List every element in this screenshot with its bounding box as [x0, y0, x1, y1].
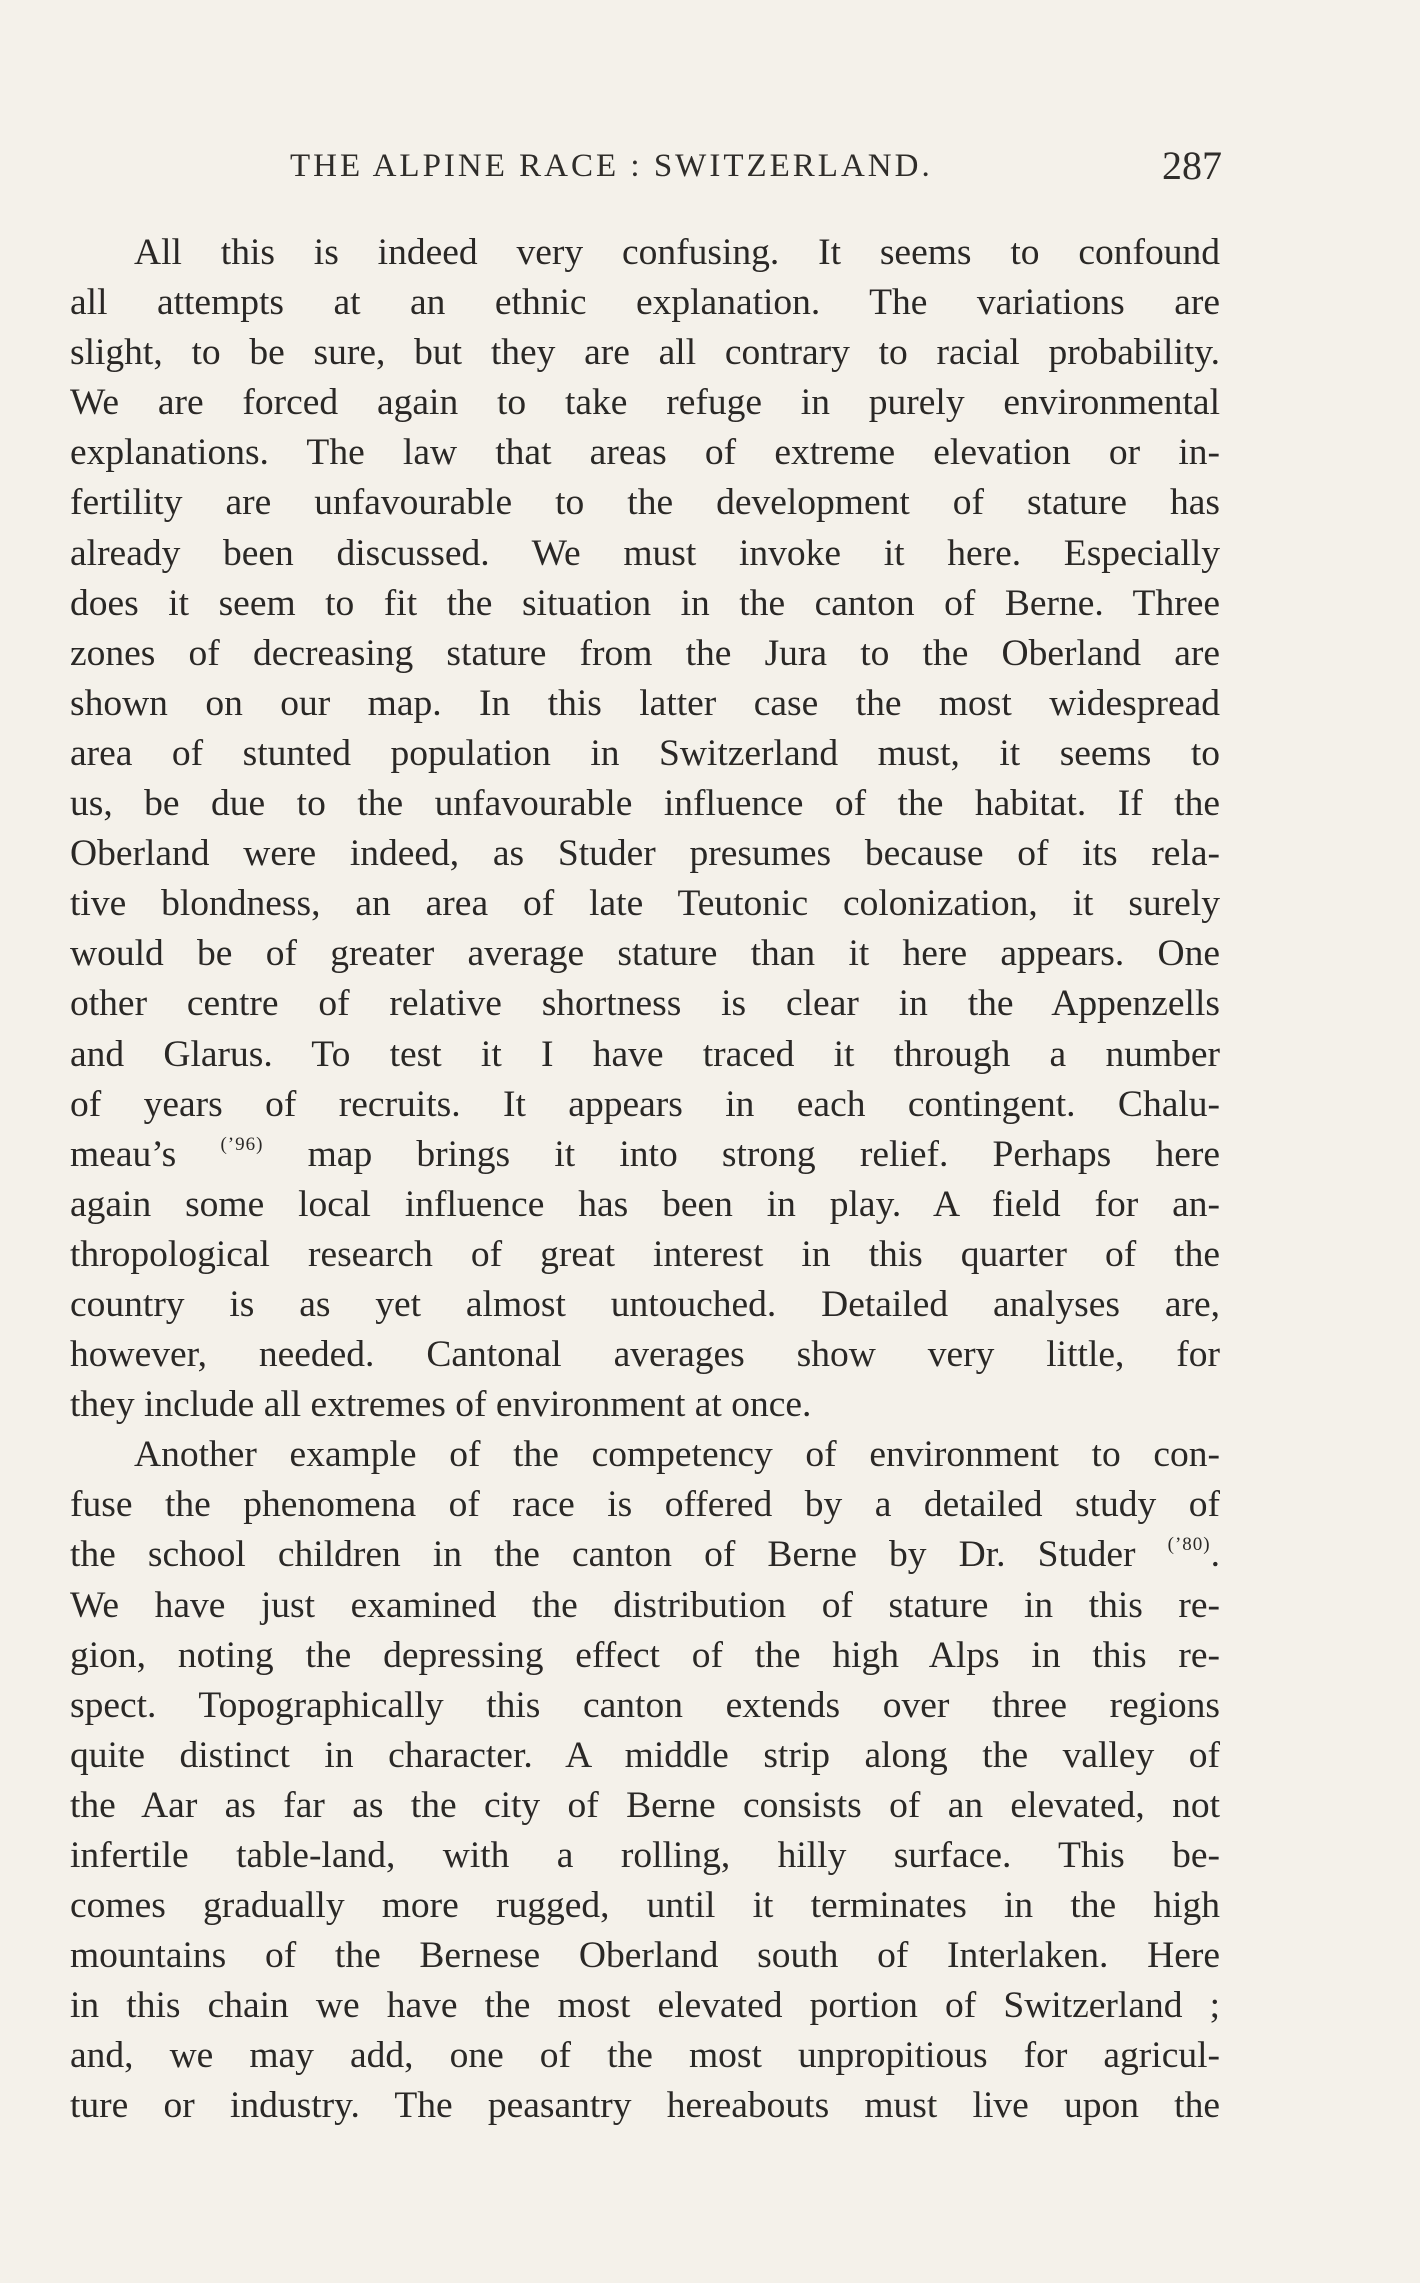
page-number: 287: [1162, 143, 1222, 188]
text-line: Another example of the competency of environment to con-: [134, 1434, 1220, 1476]
citation-ref: (’96): [220, 1133, 264, 1155]
text-line: Oberland were indeed, as Studer presumes because of its rela-: [70, 833, 1220, 875]
text-line: We have just examined the distribution of stature in this re-: [70, 1584, 1220, 1626]
text-line: country is as yet almost untouched. Detailed analyses are,: [70, 1283, 1220, 1325]
text-line: We are forced again to take refuge in purely environmental: [70, 382, 1220, 424]
text-line: again some local influence has been in play. A field for an-: [70, 1183, 1220, 1225]
body-text: [70, 228, 1220, 2132]
text-line: zones of decreasing stature from the Jura to the Oberland are: [70, 632, 1220, 674]
text-line: however, needed. Cantonal averages show very little, for: [70, 1334, 1220, 1376]
text-line: already been discussed. We must invoke it here. Especially: [70, 532, 1220, 574]
text-line: infertile table-land, with a rolling, hilly surface. This be-: [70, 1835, 1220, 1876]
text-line: and, we may add, one of the most unpropitious for agricul-: [70, 2035, 1220, 2077]
text-line: fuse the phenomena of race is offered by a detailed study of: [70, 1484, 1220, 1526]
text-line: fertility are unfavourable to the development of stature has: [70, 482, 1220, 524]
running-head: [70, 140, 1220, 200]
text-line: the Aar as far as the city of Berne consists of an elevated, not: [70, 1784, 1220, 1826]
text-line: explanations. The law that areas of extreme elevation or in-: [70, 432, 1220, 474]
text-line: other centre of relative shortness is clear in the Appenzells: [70, 983, 1220, 1025]
text-line: spect. Topographically this canton extends over three regions: [70, 1684, 1220, 1726]
text-line: us, be due to the unfavourable influence of the habitat. If the: [70, 783, 1220, 825]
text-line: in this chain we have the most elevated portion of Switzerland ;: [70, 1985, 1220, 2027]
text-line: they include all extremes of environment at once.: [70, 1384, 812, 1426]
text-line: All this is indeed very confusing. It seems to confound: [134, 232, 1220, 273]
text-line: slight, to be sure, but they are all contrary to racial probability.: [70, 332, 1220, 374]
text-line-with-citation: [70, 1130, 1220, 1180]
text-line: ture or industry. The peasantry hereabouts must live upon the: [70, 2085, 1220, 2127]
text-line: and Glarus. To test it I have traced it through a number: [70, 1033, 1220, 1075]
text-line: thropological research of great interest in this quarter of the: [70, 1233, 1220, 1275]
text-line: comes gradually more rugged, until it terminates in the high: [70, 1885, 1220, 1927]
text-line: tive blondness, an area of late Teutonic colonization, it surely: [70, 883, 1220, 925]
text-line: gion, noting the depressing effect of the high Alps in this re-: [70, 1634, 1220, 1676]
text-line: mountains of the Bernese Oberland south of Interlaken. Here: [70, 1935, 1220, 1977]
text-fragment: map brings it into strong relief. Perhaps here: [307, 1133, 1220, 1175]
text-line: does it seem to fit the situation in the canton of Berne. Three: [70, 582, 1220, 624]
text-line: would be of greater average stature than it here appears. One: [70, 933, 1220, 975]
text-fragment: the school children in the canton of Berne by Dr. Studer: [70, 1534, 1136, 1576]
text-fragment: .: [1210, 1534, 1220, 1576]
text-line: quite distinct in character. A middle strip along the valley of: [70, 1734, 1220, 1776]
text-line: of years of recruits. It appears in each contingent. Chalu-: [70, 1083, 1220, 1125]
citation-ref: (’80): [1167, 1534, 1211, 1556]
text-line: shown on our map. In this latter case the most widespread: [70, 682, 1220, 724]
text-line-with-citation: [70, 1530, 1220, 1580]
text-line: area of stunted population in Switzerland must, it seems to: [70, 732, 1220, 774]
text-fragment: meau’s: [70, 1133, 177, 1175]
text-line: all attempts at an ethnic explanation. The variations are: [70, 282, 1220, 324]
running-title: THE ALPINE RACE : SWITZERLAND.: [290, 148, 933, 184]
